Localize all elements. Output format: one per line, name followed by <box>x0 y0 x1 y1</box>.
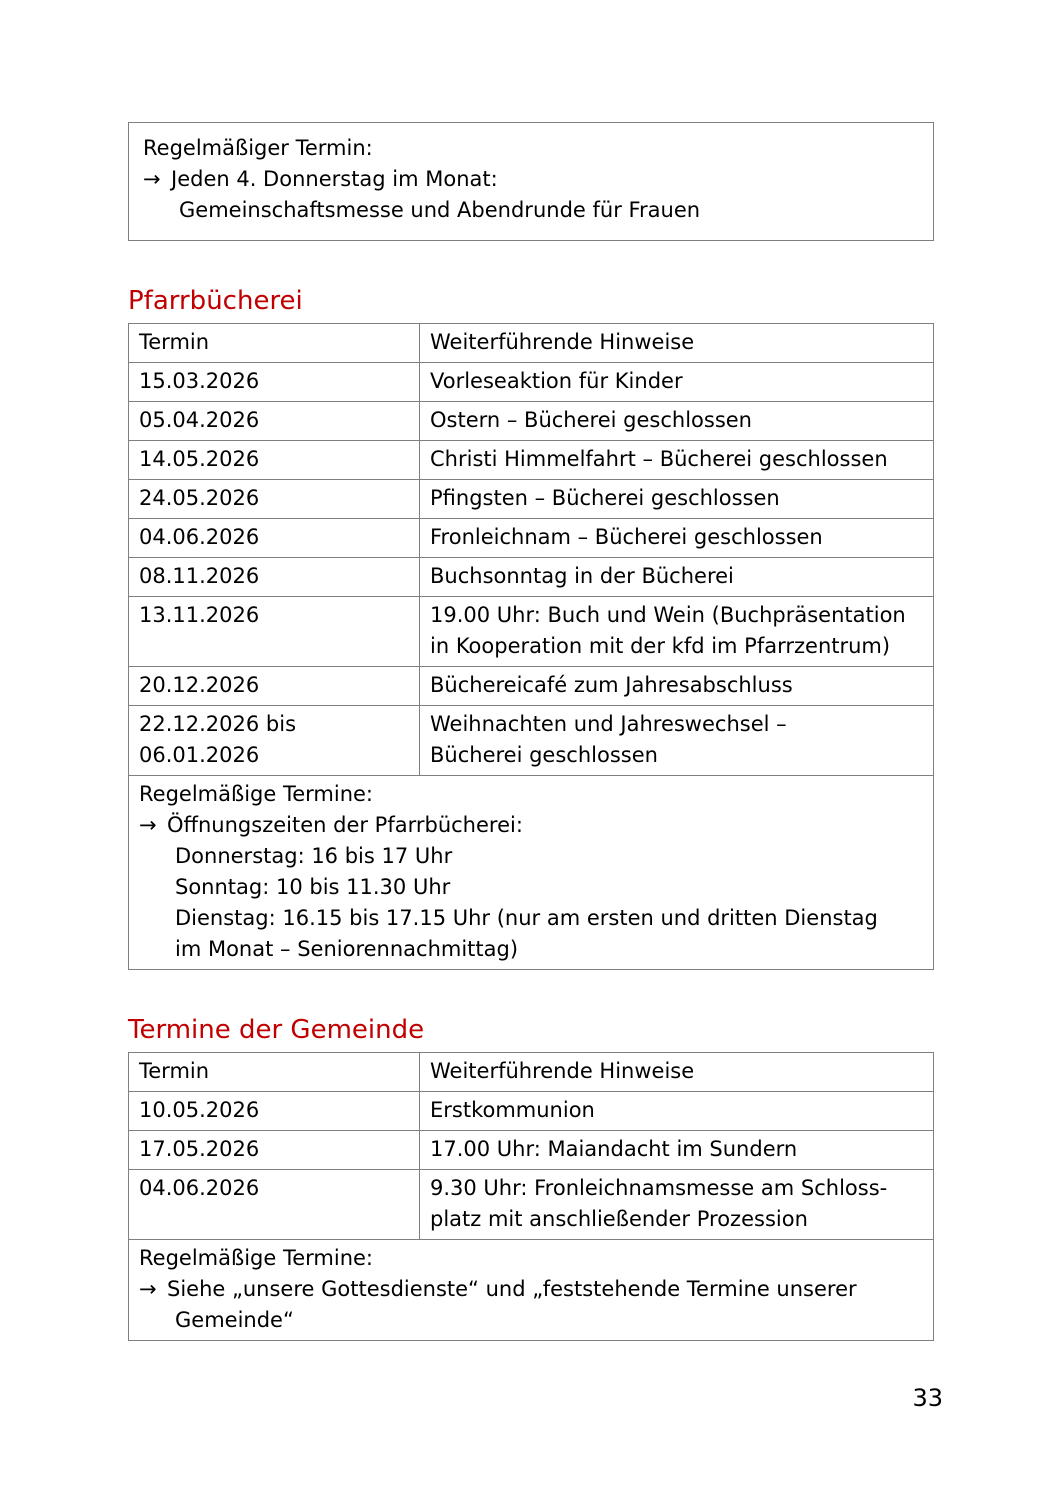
table-row <box>129 402 934 441</box>
cell-info: Vorleseaktion für Kinder <box>420 363 934 402</box>
regular-terms-cell <box>129 776 934 970</box>
cell-date-line2: 06.01.2026 <box>139 743 260 767</box>
regular-terms-line: Dienstag: 16.15 bis 17.15 Uhr (nur am ersten und dritten Dienstag <box>175 906 878 930</box>
cell-date: 05.04.2026 <box>129 402 420 441</box>
note-line-text: Jeden 4. Donnerstag im Monat: <box>171 167 498 191</box>
section-heading-termine-der-gemeinde: Termine der Gemeinde <box>128 1015 425 1045</box>
cell-date: 15.03.2026 <box>129 363 420 402</box>
note-title: Regelmäßiger Termin: <box>143 136 373 160</box>
cell-info: Ostern – Bücherei geschlossen <box>420 402 934 441</box>
regular-terms-row <box>129 1240 934 1341</box>
cell-info-line1: Weihnachten und Jahreswechsel – <box>430 712 787 736</box>
cell-info <box>420 706 934 776</box>
note-line-2: Gemeinschaftsmesse und Abendrunde für Frauen <box>179 198 701 222</box>
regular-terms-first-line <box>139 1274 923 1305</box>
table-header-row <box>129 1053 934 1092</box>
table-row <box>129 667 934 706</box>
cell-info <box>420 1170 934 1240</box>
table-row <box>129 706 934 776</box>
cell-date: 14.05.2026 <box>129 441 420 480</box>
cell-info-line1: 9.30 Uhr: Fronleichnamsmesse am Schloss- <box>430 1176 888 1200</box>
table-row <box>129 1170 934 1240</box>
column-header-hinweise: Weiterführende Hinweise <box>420 1053 934 1092</box>
arrow-icon: → <box>143 167 161 191</box>
table-row <box>129 441 934 480</box>
cell-date: 20.12.2026 <box>129 667 420 706</box>
page-content <box>128 122 934 1341</box>
cell-info-line2: platz mit anschließender Prozession <box>430 1207 808 1231</box>
table-header-row <box>129 324 934 363</box>
regular-terms-first-line-text: Öffnungszeiten der Pfarrbücherei: <box>167 813 523 837</box>
table-row <box>129 1092 934 1131</box>
cell-info: Buchsonntag in der Bücherei <box>420 558 934 597</box>
column-header-termin: Termin <box>129 1053 420 1092</box>
cell-info <box>420 597 934 667</box>
cell-date: 10.05.2026 <box>129 1092 420 1131</box>
cell-date: 24.05.2026 <box>129 480 420 519</box>
regular-terms-title: Regelmäßige Termine: <box>139 1246 374 1270</box>
regular-terms-title: Regelmäßige Termine: <box>139 782 374 806</box>
table-row <box>129 597 934 667</box>
cell-info: 17.00 Uhr: Maiandacht im Sundern <box>420 1131 934 1170</box>
cell-info-line2: Bücherei geschlossen <box>430 743 658 767</box>
arrow-icon: → <box>139 1277 157 1301</box>
cell-date <box>129 706 420 776</box>
table-row <box>129 363 934 402</box>
table-row <box>129 480 934 519</box>
arrow-icon: → <box>139 813 157 837</box>
cell-info-line1: 19.00 Uhr: Buch und Wein (Buchpräsentation <box>430 603 906 627</box>
column-header-termin: Termin <box>129 324 420 363</box>
page-number: 33 <box>912 1384 943 1412</box>
cell-date: 08.11.2026 <box>129 558 420 597</box>
table-row <box>129 558 934 597</box>
table-row <box>129 1131 934 1170</box>
cell-date-line1: 22.12.2026 bis <box>139 712 297 736</box>
regular-terms-line: Gemeinde“ <box>175 1308 294 1332</box>
table-termine-der-gemeinde <box>128 1052 934 1341</box>
cell-info: Pfingsten – Bücherei geschlossen <box>420 480 934 519</box>
cell-info: Fronleichnam – Bücherei geschlossen <box>420 519 934 558</box>
cell-info: Christi Himmelfahrt – Bücherei geschlossen <box>420 441 934 480</box>
regular-terms-line: Donnerstag: 16 bis 17 Uhr <box>175 844 453 868</box>
table-pfarrbuecherei <box>128 323 934 970</box>
regular-terms-cell <box>129 1240 934 1341</box>
regular-terms-first-line-text: Siehe „unsere Gottesdienste“ und „feststehende Termine unserer <box>167 1277 857 1301</box>
regular-term-note-top <box>128 122 934 241</box>
cell-date: 04.06.2026 <box>129 1170 420 1240</box>
regular-terms-line: im Monat – Seniorennachmittag) <box>175 937 519 961</box>
cell-date: 13.11.2026 <box>129 597 420 667</box>
cell-info: Erstkommunion <box>420 1092 934 1131</box>
cell-info-line2: in Kooperation mit der kfd im Pfarrzentrum) <box>430 634 891 658</box>
cell-date: 17.05.2026 <box>129 1131 420 1170</box>
regular-terms-first-line <box>139 810 923 841</box>
cell-info: Büchereicafé zum Jahresabschluss <box>420 667 934 706</box>
section-heading-pfarrbuecherei: Pfarrbücherei <box>128 286 303 316</box>
table-row <box>129 519 934 558</box>
regular-terms-row <box>129 776 934 970</box>
note-line-arrow <box>143 164 919 195</box>
cell-date: 04.06.2026 <box>129 519 420 558</box>
column-header-hinweise: Weiterführende Hinweise <box>420 324 934 363</box>
regular-terms-line: Sonntag: 10 bis 11.30 Uhr <box>175 875 451 899</box>
